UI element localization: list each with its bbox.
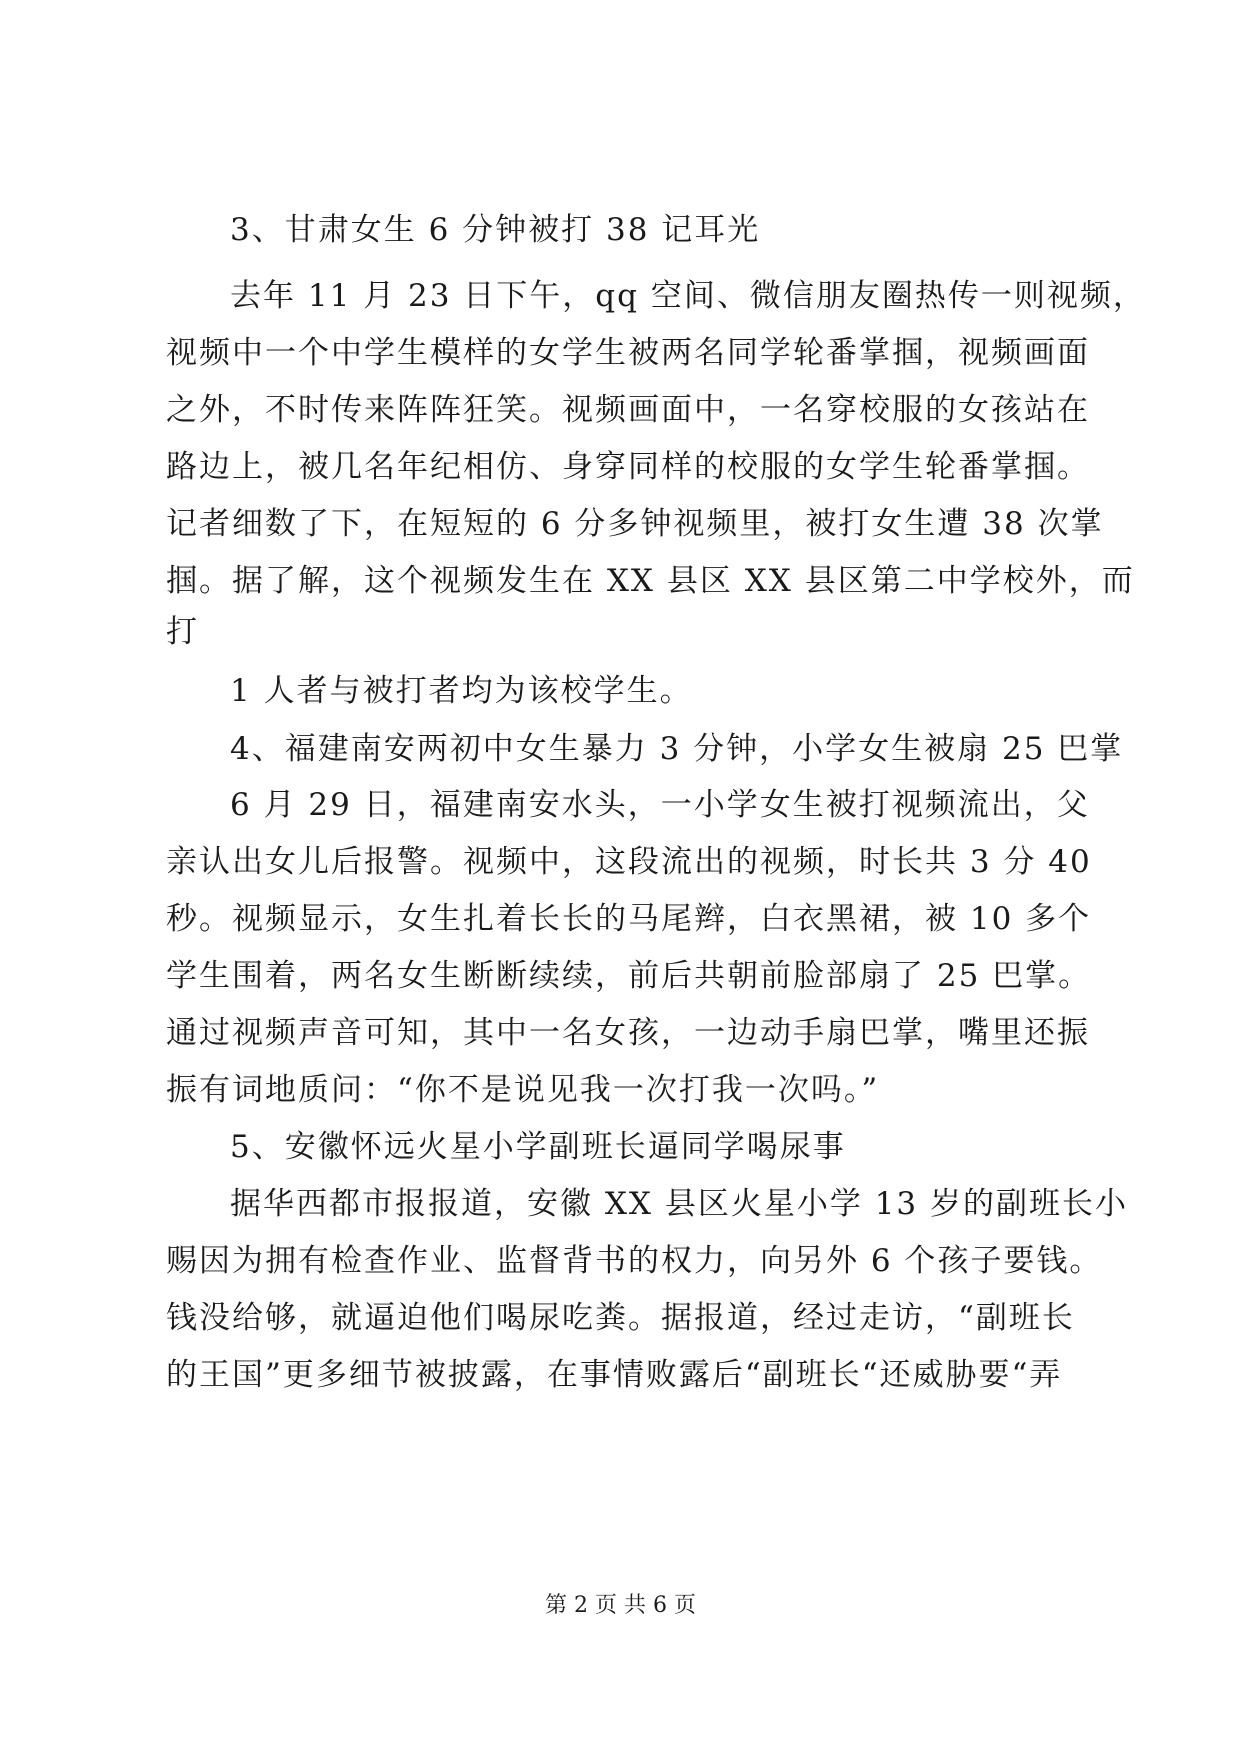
paragraph-line: 视频中一个中学生模样的女学生被两名同学轮番掌掴，视频画面	[166, 335, 1090, 371]
paragraph-line: 打	[166, 614, 199, 650]
paragraph-line: 亲认出女儿后报警。视频中，这段流出的视频，时长共 3 分 40	[166, 844, 1092, 880]
paragraph-line: 的王国”更多细节被披露，在事情败露后“副班长“还威胁要“弄	[166, 1357, 1063, 1393]
paragraph-line: 之外，不时传来阵阵狂笑。视频画面中，一名穿校服的女孩站在	[166, 392, 1090, 428]
paragraph-line: 秒。视频显示，女生扎着长长的马尾辫，白衣黑裙，被 10 多个	[166, 901, 1092, 937]
heading-item-3: 3、甘肃女生 6 分钟被打 38 记耳光	[230, 212, 761, 248]
paragraph-line: 1 人者与被打者均为该校学生。	[230, 673, 693, 709]
paragraph-line: 6 月 29 日，福建南安水头，一小学女生被打视频流出，父	[230, 787, 1090, 823]
paragraph-line: 振有词地质问：“你不是说见我一次打我一次吗。”	[166, 1072, 880, 1108]
paragraph-line: 记者细数了下，在短短的 6 分多钟视频里，被打女生遭 38 次掌	[166, 506, 1104, 542]
paragraph-line: 去年 11 月 23 日下午，qq 空间、微信朋友圈热传一则视频，	[230, 278, 1146, 314]
heading-item-5: 5、安徽怀远火星小学副班长逼同学喝尿事	[230, 1129, 846, 1165]
paragraph-line: 路边上，被几名年纪相仿、身穿同样的校服的女学生轮番掌掴。	[166, 449, 1090, 485]
paragraph-line: 学生围着，两名女生断断续续，前后共朝前脸部扇了 25 巴掌。	[166, 958, 1092, 994]
heading-item-4: 4、福建南安两初中女生暴力 3 分钟，小学女生被扇 25 巴掌	[230, 731, 1124, 767]
paragraph-line: 通过视频声音可知，其中一名女孩，一边动手扇巴掌，嘴里还振	[166, 1015, 1090, 1051]
paragraph-line: 钱没给够，就逼迫他们喝尿吃粪。据报道，经过走访，“副班长	[166, 1300, 1075, 1336]
paragraph-line: 掴。据了解，这个视频发生在 XX 县区 XX 县区第二中学校外，而	[166, 563, 1135, 599]
paragraph-line: 据华西都市报报道，安徽 XX 县区火星小学 13 岁的副班长小	[230, 1186, 1128, 1222]
paragraph-line: 赐因为拥有检查作业、监督背书的权力，向另外 6 个孩子要钱。	[166, 1243, 1103, 1279]
page-number-footer: 第 2 页 共 6 页	[545, 1593, 696, 1618]
